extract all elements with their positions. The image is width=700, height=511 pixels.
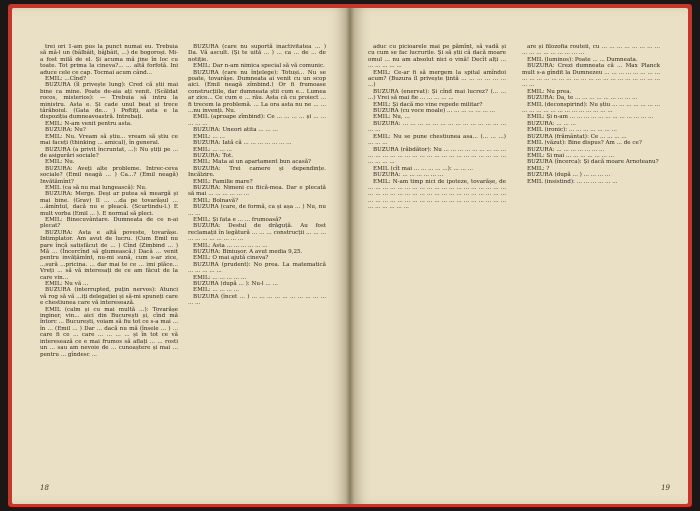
paragraph: BUZURA: Destul de drăguță. Au fost reclamații în legătură ... ... ... construcții ... ... ... ... ... ... ... ... ... ... ... [188, 223, 326, 243]
paragraph: BUZURA: Merge. Deși ar putea să meargă și mai bine. (Grav) Il ... ...da pe tovarășul ... ...ămîntul, dacă nu e pleacă. (Scurtindu-l.) E mult vorba (Emil ... ). E normal să pleci. [40, 191, 178, 217]
paragraph: EMIL: Familie mare? [193, 178, 253, 185]
paragraph: BUZURA: ... ... ... ... ... ... [373, 172, 444, 179]
page-number-left: 18 [40, 484, 49, 492]
paragraph: BUZURA (a privit încruntat, ...): Nu știți pe ... de asigurări sociale? [40, 146, 178, 159]
paragraph: EMIL: N-am venit pentru asta. [45, 120, 132, 127]
left-page [12, 8, 346, 504]
paragraph: BUZURA: ... ... ... ... ... ... ... [527, 146, 605, 153]
paragraph: BUZURA: Trei camere și dependințe. Incălzire. [188, 165, 326, 179]
paragraph: EMIL: Ce-ar fi să mergem la spital amîndoi acum? (Buzura îl privește țintă ... ... ... ... ... ... ...) [368, 69, 506, 89]
paragraph: BUZURA: ... ... ... [527, 120, 576, 127]
paragraph: BUZURA: Tot. [193, 152, 234, 159]
right-page-column-2 [522, 44, 660, 185]
paragraph: EMIL (cît mai ... ... ... ... ...): ... ... ... [373, 165, 474, 172]
paragraph: EMIL: Și dacă mo vine repede militar? [373, 101, 483, 108]
paragraph: BUZURA (care nu suportă inactivitatea ... ) Da. Vă ascult. (Și te uită ... ) ... ca ... de ... de notiție. [188, 44, 326, 63]
paragraph: EMIL: Binecuvântare. Dumneata de ce n-ai plecat? [40, 216, 178, 230]
paragraph: BUZURA (după ... ) ... ... ... ... [527, 172, 611, 179]
paragraph: BUZURA (răbdător): Nu ... ... ... ... ... ... ... ... ... ... ... ... ... ... ... ... ... ... ... ... ... ... ... ... ... ... ... ... ... ... ... ... [368, 146, 506, 166]
paragraph: EMIL: ... ... [193, 133, 225, 140]
paragraph: EMIL (calm și cu mai multă ...): Tovarășe inginer, vin... aici din București și, cînd mă întorc ... București, voiam să fiu tot ce s-a mai ... în ... (Emil ... ) Dar ... dacă nu mă (însele ... ) ... care fi ce ... care ... ... ... ... și în tot ce vă interesează ce e mai frumos să aflați ... ... rosti un ... sau am nevoie de ... cunoaștere și mai ... pentru ... gîndesc ... [40, 306, 178, 358]
book-spread [8, 4, 692, 507]
paragraph: EMIL (insistind): ... ... ... ... ... ... [527, 178, 618, 185]
paragraph: EMIL: Si mai ... ... ... ... ... ... ... [527, 152, 615, 159]
paragraph: BUZURA (prudent): No prea. La matematică ... ... ... ... ... [188, 261, 326, 275]
paragraph: BUZURA: Da, te ... ... ... ... ... ... ... ... ... [527, 95, 638, 102]
paragraph: BUZURA: Asta e altă poveste, tovarășe. Intimplator. Am avut de lucru. (Cum Emil nu pare încă satisfăcut de ... ) Cînd (Zimbind ... ) Mă ... (Încercînd să glumească.) Dacă ... venit pentru invățămînt, nu-mi sună, cum s-ar zice, ...sură ...pricina. ... dar mai te ce ... imi plăce... Vreți ... să vă interesați de ce am făcut de la care vin... [40, 229, 178, 281]
paragraph: EMIL: Nu. Vream să știu... vream să știu ce mai faceți (thinking ... amical), în general. [40, 133, 178, 147]
paragraph: BUZURA (cu voce moale) ... ... ... ... ... ... ... [373, 108, 495, 115]
right-page-column-1 [368, 44, 506, 211]
paragraph: EMIL: N-am timp nici de ipoteze, tovarășe, de ... ... ... ... ... ... ... ... ... ... ... ... ... ... ... ... ... ... ... ... ... ... ... ... ... ... ... ... ... ... ... ... ... ... ... ... ... ... ... ... ... ... ... ... ... ... ... ... ... ... ... ... ... ... ... ... ... ... ... ... ... ... ... [368, 178, 506, 211]
left-page-column-2 [188, 44, 326, 307]
paragraph: EMIL: Și n-am ... ... ... ... ... ... ... ... ... ... ... ... [527, 114, 654, 121]
paragraph: EMIL: Mata ai un apartament bun acasă? [193, 159, 312, 166]
paragraph: BUZURA: Nu? [45, 127, 86, 134]
paragraph: BUZURA: Crezi dumneata că ... Max Planck mult s-a gîndit la Dumnezeu ... ... ... ... ... ... ... ... ... ... ... ... ... ... ... ... ... ... ... ... ... ... ... ... ... ... ... ... ... [522, 63, 660, 89]
paragraph: trei ori 1-am pus la punct numai eu. Trebuia să mă-l un (bâlbâit, bâjbâit, ...) de bogoroși. Mi-a fost milă de el. Și acuma mă jine în loc cu toate. Tot prima la cineva?... ... altă forfotă. Ini aduce cele ce cap. Tocmai acum când... [40, 44, 178, 76]
paragraph: are și filozofia routeii, cu ... ... ... ... ... ... ... ... ... ... ... ... ... ... ... ... ... [522, 44, 660, 57]
paragraph: EMIL: ... ... ... ... [193, 287, 240, 294]
paragraph: BUZURA: Uneori atita ... ... ... [193, 127, 278, 134]
page-number-right: 19 [661, 484, 670, 492]
paragraph: BUZURA: Aveți alte probleme. Intrec-ceva sociale? (Emil neagă ... ) Ca...? (Emil neagă) Invătămînt? [40, 165, 178, 185]
paragraph: BUZURA (încerca): Și dacă moare Arnoteanu? [527, 159, 659, 166]
paragraph: BUZURA (care, de formă, ca și așa ... ) Nu, nu ... ... [188, 204, 326, 217]
paragraph: BUZURA (îl privește lung): Cred că știi mai bine ca mine. Poate de-aia ați venit. (Scăldat rocos, misterios): — Trebuia să intru la ministru. Asta e. Și cade unul beat și trece tărăboiul. (Gata de... ) Poftiți, asta e la dispoziția dumneavoastră. Intrebați. [40, 82, 178, 121]
paragraph: EMIL: Nu, ... [373, 114, 410, 121]
paragraph: EMIL: O mai ajută cineva? [193, 255, 269, 262]
paragraph: EMIL: ... ... ... [193, 146, 232, 153]
book-gutter [346, 8, 354, 504]
paragraph: BUZURA (după ... ): Nu-l ... ... [193, 281, 278, 288]
paragraph: EMIL (ca să nu mai lungească): Nu. [45, 184, 147, 191]
paragraph: EMIL: Nu. [45, 159, 75, 166]
paragraph: EMIL: ...Cînd? [45, 76, 86, 83]
paragraph: BUZURA (frământat): Ce ... ... ... ... [527, 133, 627, 140]
paragraph: EMIL (ironic): ... ... ... ... ... ... ... [527, 127, 617, 134]
paragraph: EMIL: Dar n-am nimica special să vă comunic. [193, 63, 325, 70]
paragraph: BUZURA (enervat): Și cînd mai lucrez? (... ... ...) Vrei să mai fie ... ... ... ... ... [368, 88, 506, 102]
paragraph: BUZURA: Nimeni cu fiică-mea. Dar e plecată să mai ... ... ... ... ... ... [188, 184, 326, 198]
paragraph: EMIL: ... ... ... ... ... [193, 274, 247, 281]
paragraph: EMIL: Nu vă ... [45, 281, 89, 288]
paragraph: BUZURA (care nu înțelege): Totuși... Nu se poate, tovarășe. Dumneata ai venit cu un scop aici. (Emil neagă zîmbind.) Or fi frumoase construcțiile, dar dumneata știi cum e... Lumea ar zice... Ce cum e ... rău. Asta că cu proiect ... fi trecem la problemă. ... La ora asta nu ne ... ... ...nu invenți. Nu. [188, 69, 326, 115]
paragraph: BUZURA: Biniușor. A avut media 9,25. [193, 249, 303, 255]
paragraph: EMIL (deconspirind): Nu știu ... ... ... ... ... ... ... ... ... ... ... ... ... ... ... ... ... ... ... ... [522, 101, 660, 115]
paragraph: EMIL (luminos): Poate ... ... Dumneata. [527, 56, 638, 63]
paragraph: EMIL: ? [527, 165, 550, 172]
paragraph: EMIL: Bolnavă? [193, 197, 239, 204]
paragraph: EMIL: Nu prea. [527, 88, 572, 95]
paragraph: BUZURA: ... ... ... ... ... ... ... ... ... ... ... ... ... ... ... ... [368, 120, 506, 134]
paragraph: EMIL (aproape zîmbind): Ce ... ... ... ... și ... ... ... ... ... [188, 114, 326, 127]
right-page [354, 8, 688, 504]
paragraph: EMIL: Și fata e ... ... frumoasă? [193, 216, 282, 223]
left-page-column-1 [40, 44, 178, 358]
paragraph: BUZURA (încet ... ) ... ... ... ... ... ... ... ... ... ... ... ... [188, 293, 326, 307]
paragraph: aduc cu picioarele mai pe pămînt, să vadă și cu cum se fac lucrurile. Și să știi că dacă moare omul ... nu am absolut nici o vină! Decît alți ... ... ... ... ... ... [368, 44, 506, 70]
paragraph: EMIL: Nu se pune chestiunea asa... (... ... ...) ... ... ... [368, 133, 506, 147]
paragraph: BUZURA: Iată că ... ... ... ... ... ... ... [193, 140, 292, 147]
paragraph: EMIL: Asta ... ... ... ... ... ... [193, 242, 268, 249]
paragraph: BUZURA (interrupted, puțin nervos): Atunci vă rog să vă ...iți delegației și să-mi spuneți care e chestiunea care vă interesează. [40, 287, 178, 307]
paragraph: EMIL (văzut): Bine dispus? Am ... de ce? [527, 140, 642, 147]
